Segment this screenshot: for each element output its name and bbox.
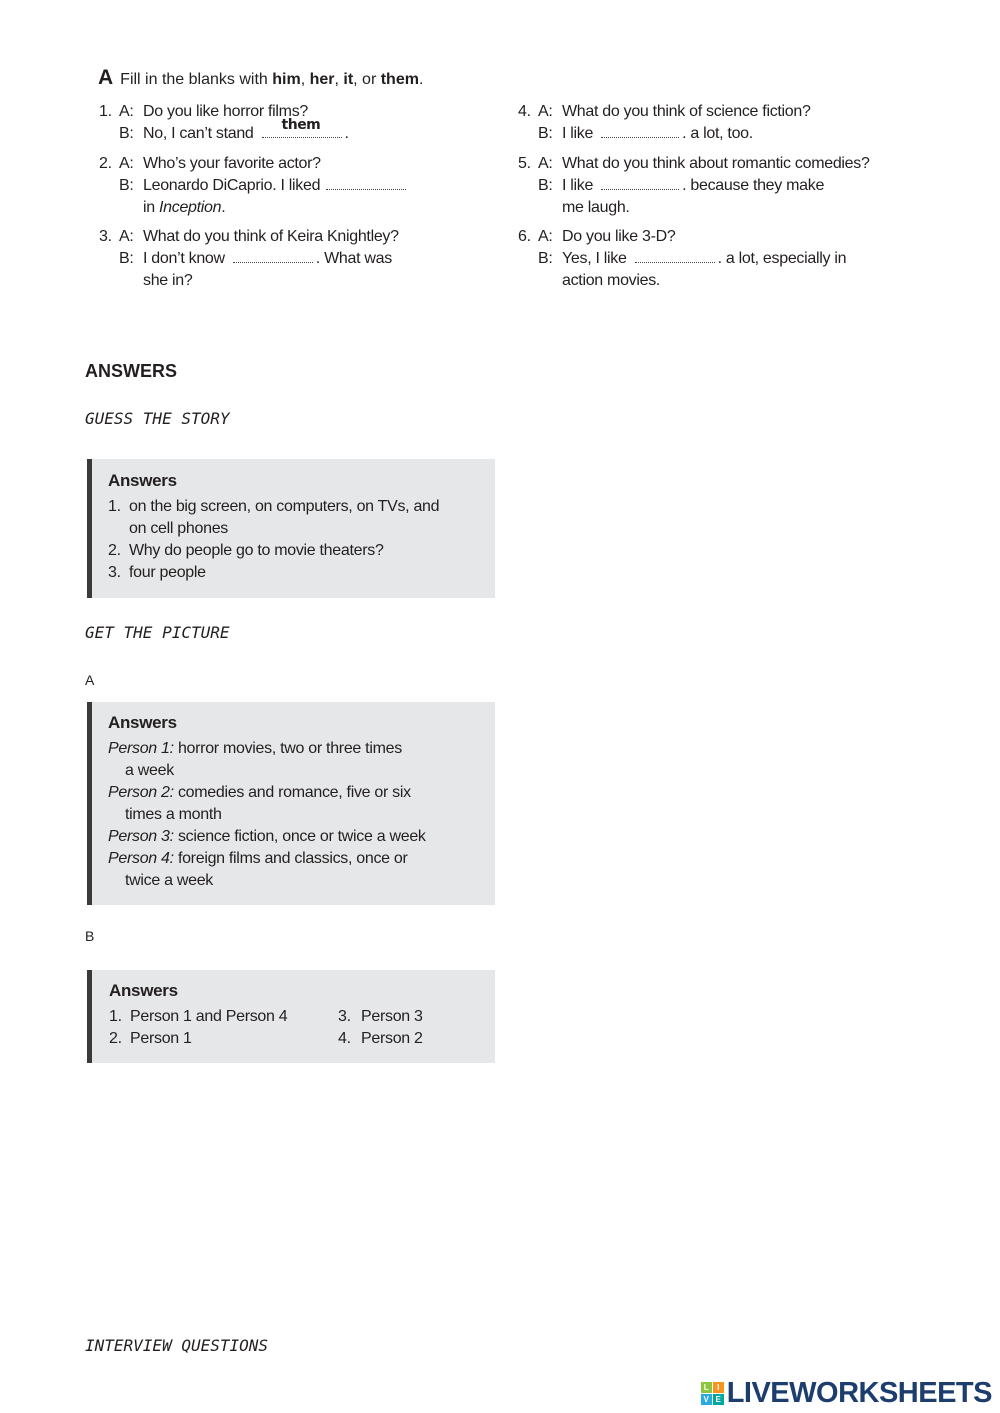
- answer-number: 4.: [338, 1030, 351, 1047]
- answer-end: . a lot, too.: [682, 125, 753, 142]
- item-number: 1.: [99, 103, 112, 120]
- answer-text: science fiction, once or twice a week: [173, 828, 426, 845]
- guess-answers-box: [87, 459, 495, 598]
- get-the-picture-heading: GET THE PICTURE: [85, 623, 230, 642]
- box-title: Answers: [108, 713, 177, 732]
- answer-blank[interactable]: [233, 248, 313, 263]
- answer-text: Person 1 and Person 4: [130, 1008, 288, 1025]
- interview-questions-heading: INTERVIEW QUESTIONS: [85, 1336, 269, 1355]
- pronoun-him: him: [272, 71, 301, 88]
- answer-blank[interactable]: [262, 117, 342, 138]
- separator: ,: [300, 71, 310, 88]
- person-label: Person 4:: [108, 850, 174, 867]
- item-number: 2.: [99, 155, 112, 172]
- answer-text: Yes, I like: [562, 250, 627, 267]
- separator: ,: [334, 71, 344, 88]
- answer-blank[interactable]: [601, 175, 679, 190]
- answer-end: . because they make: [682, 177, 825, 194]
- answer-text: on cell phones: [129, 520, 228, 537]
- exercise-item-6: [518, 226, 846, 292]
- speaker-b: B:: [538, 250, 553, 267]
- exercise-letter: A: [98, 66, 113, 89]
- person-label: Person 2:: [108, 784, 174, 801]
- answer-continuation: in: [143, 199, 159, 216]
- question-text: What do you think of Keira Knightley?: [143, 228, 399, 245]
- filled-answer: them: [281, 117, 321, 133]
- logo-letter: L: [701, 1382, 712, 1393]
- instruction-prefix: Fill in the blanks with: [120, 71, 273, 88]
- question-text: What do you think about romantic comedies?: [562, 155, 870, 172]
- pronoun-it: it: [343, 71, 354, 88]
- speaker-a: A:: [538, 228, 553, 245]
- person-label: Person 3:: [108, 828, 174, 845]
- speaker-a: A:: [538, 155, 553, 172]
- movie-title: Inception: [159, 199, 222, 216]
- speaker-a: A:: [119, 103, 134, 120]
- section-label-a: A: [85, 672, 95, 688]
- question-text: Who’s your favorite actor?: [143, 155, 321, 172]
- guess-the-story-heading: GUESS THE STORY: [85, 409, 230, 428]
- item-number: 6.: [518, 228, 531, 245]
- separator: , or: [353, 71, 381, 88]
- answer-continuation: she in?: [143, 272, 193, 289]
- exercise-item-3: [99, 226, 399, 292]
- box-title: Answers: [109, 981, 178, 1000]
- answer-end: .: [344, 125, 349, 142]
- answer-blank[interactable]: [635, 248, 715, 263]
- logo-letter: E: [713, 1394, 724, 1405]
- person-label: Person 1:: [108, 740, 174, 757]
- speaker-b: B:: [119, 125, 134, 142]
- speaker-a: A:: [538, 103, 553, 120]
- speaker-b: B:: [538, 125, 553, 142]
- answer-text: I don’t know: [143, 250, 225, 267]
- speaker-b: B:: [119, 250, 134, 267]
- answer-blank[interactable]: [326, 175, 406, 190]
- liveworksheets-logo: [701, 1377, 992, 1410]
- speaker-a: A:: [119, 228, 134, 245]
- answer-number: 2.: [109, 1030, 122, 1047]
- answer-number: 1.: [108, 498, 121, 515]
- item-number: 5.: [518, 155, 531, 172]
- answer-end: . a lot, especially in: [717, 250, 847, 267]
- answer-number: 3.: [108, 564, 121, 581]
- question-text: Do you like 3-D?: [562, 228, 676, 245]
- logo-letter: I: [713, 1382, 724, 1393]
- logo-letter: V: [701, 1394, 712, 1405]
- answer-text: four people: [129, 564, 206, 581]
- answer-text: Why do people go to movie theaters?: [129, 542, 384, 559]
- answer-text: I like: [562, 177, 594, 194]
- item-number: 3.: [99, 228, 112, 245]
- box-title: Answers: [108, 471, 177, 490]
- answer-end: . What was: [315, 250, 392, 267]
- speaker-b: B:: [119, 177, 134, 194]
- logo-text: LIVEWORKSHEETS: [726, 1377, 992, 1409]
- section-label-b: B: [85, 928, 95, 944]
- answer-text: I like: [562, 125, 594, 142]
- answer-text: foreign films and classics, once or: [173, 850, 408, 867]
- pronoun-them: them: [380, 71, 419, 88]
- instruction-end: .: [418, 71, 424, 88]
- exercise-heading: [98, 66, 423, 90]
- answer-text: Leonardo DiCaprio. I liked: [143, 177, 321, 194]
- answer-end: .: [221, 199, 226, 216]
- question-text: Do you like horror films?: [143, 103, 309, 120]
- answer-text: Person 3: [361, 1008, 423, 1025]
- exercise-item-2: [99, 153, 409, 219]
- exercise-item-1: [99, 101, 349, 145]
- answer-text: No, I can’t stand: [143, 125, 254, 142]
- answer-text: Person 1: [130, 1030, 192, 1047]
- speaker-b: B:: [538, 177, 553, 194]
- item-number: 4.: [518, 103, 531, 120]
- answer-continuation: me laugh.: [562, 199, 630, 216]
- pronoun-her: her: [309, 71, 335, 88]
- answer-text: horror movies, two or three times: [173, 740, 402, 757]
- answer-text: Person 2: [361, 1030, 423, 1047]
- answers-title: ANSWERS: [85, 361, 178, 381]
- answer-continuation: action movies.: [562, 272, 661, 289]
- picture-answers-box-b: [87, 970, 495, 1063]
- speaker-a: A:: [119, 155, 134, 172]
- answer-text: times a month: [125, 806, 222, 823]
- answer-text: comedies and romance, five or six: [173, 784, 411, 801]
- answer-number: 3.: [338, 1008, 351, 1025]
- answer-blank[interactable]: [601, 123, 679, 138]
- exercise-item-5: [518, 153, 870, 219]
- answer-number: 1.: [109, 1008, 122, 1025]
- picture-answers-box-a: [87, 702, 495, 905]
- answer-number: 2.: [108, 542, 121, 559]
- logo-mark-icon: [701, 1382, 724, 1405]
- exercise-item-4: [518, 101, 811, 145]
- answer-text: a week: [125, 762, 174, 779]
- answer-text: twice a week: [125, 872, 213, 889]
- answer-text: on the big screen, on computers, on TVs, and: [129, 498, 440, 515]
- question-text: What do you think of science fiction?: [562, 103, 811, 120]
